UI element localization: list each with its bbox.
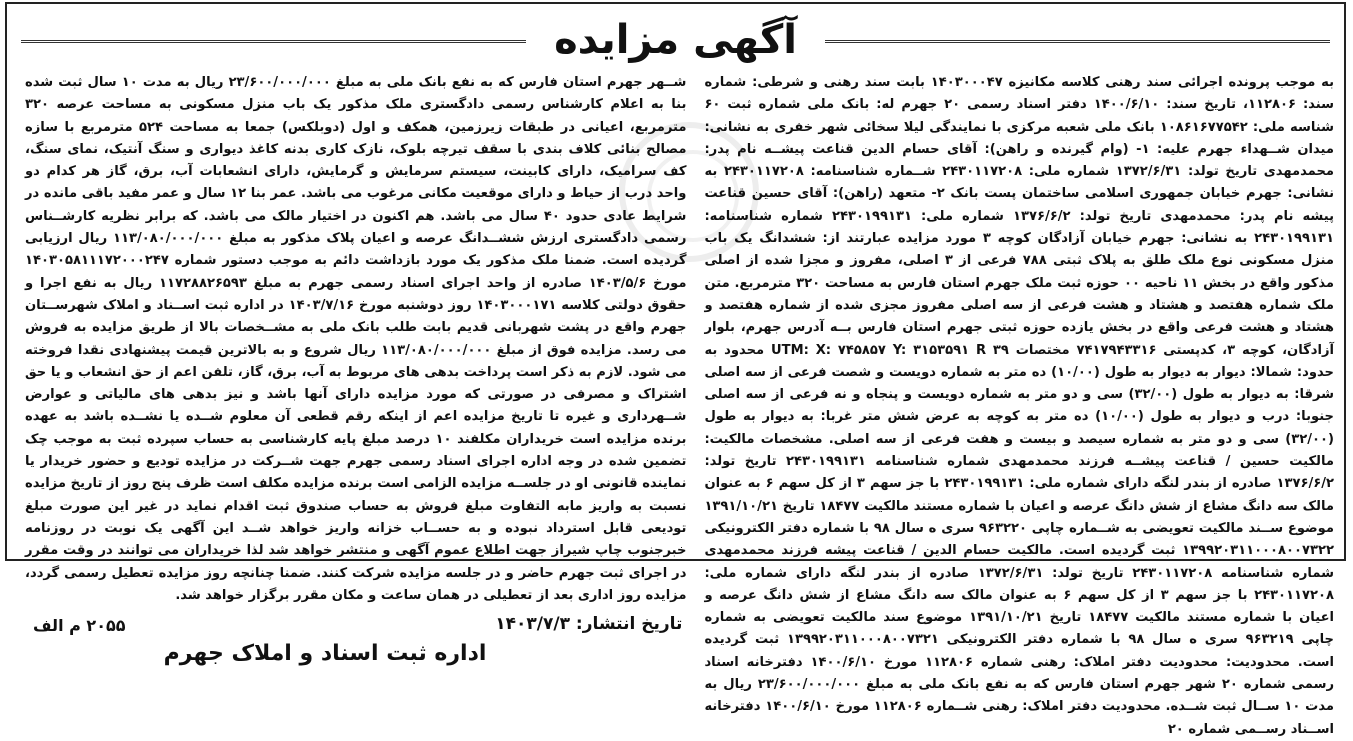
notice-title: آگهی مزایده — [526, 12, 825, 68]
notice-body-left-column: شــهر جهرم استان فارس که به نفع بانک ملی به مبلغ ۲۳/۶۰۰/۰۰۰/۰۰۰ ریال به مدت ۱۰ سال ثبت شده بنا به اعلام کارشناس رسمی دادگستری ملک مذکور یک باب منزل مسکونی به مساحت عرصه ۳۲۰ مترمربع، اعیانی در طبقات زیرزمین، همکف و اول (دوبلکس) جمعا به مساحت ۵۲۴ مترمربع با سازه مصالح بنائی کلاف بندی با سقف تیرچه بلوک، نازک کاری بدنه کاغذ دیواری و سنگ آنتیک، نمای سنگ، کف سرامیک، دارای کابینت، سیستم سرمایش و گرمایش، دارای انشعابات آب، برق، گاز هر کدام دو واحد درب از حیاط و دارای موقعیت مکانی مرغوب می باشد. عمر بنا ۱۲ سال و عمر مفید باقی مانده در شرایط عادی حدود ۴۰ سال می باشد. هم اکنون در اختیار مالک می باشد. که برابر نظریه کارشــناس رسمی دادگستری ارزش ششــدانگ عرصه و اعیان پلاک مذکور به مبلغ ۱۱۳/۰۸۰/۰۰۰/۰۰۰ ریال ارزیابی گردیده است. ضمنا ملک مذکور یک مورد بازداشت دائم به موجب دستور شماره ۱۴۰۳۰۵۸۱۱۱۷۲۰۰۰۲۴۷ مورخ ۱۴۰۳/۵/۶ صادره از واحد اجرای اسناد رسمی جهرم به مبلغ ۱۱۷۲۸۸۲۶۵۹۳ ریال به نفع اجرا و حقوق دولتی کلاسه ۱۴۰۳۰۰۰۱۷۱ روز دوشنبه مورخ ۱۴۰۳/۷/۱۶ در اداره ثبت اســناد و املاک شهرســتان جهرم واقع در پشت شهربانی قدیم بابت طلب بانک ملی به مشــخصات بالا از طریق مزایده به فروش می رسد. مزایده فوق از مبلغ ۱۱۳/۰۸۰/۰۰۰/۰۰۰ ریال شروع و به بالاترین قیمت پیشنهادی نقدا فروخته می شود. لازم به ذکر است پرداخت بدهی های مربوط به آب، برق، گاز، تلفن اعم از حق انشعاب و یا حق اشتراک و مصرفی در صورتی که مورد مزایده دارای آنها باشد و نیز بدهی های مالیاتی و عوارض شــهرداری و غیره تا تاریخ مزایده اعم از اینکه رقم قطعی آن معلوم شــده یا نشــده باشد به عهده برنده مزایده است خریداران مکلفند ۱۰ درصد مبلغ پایه کارشناسی به حساب سپرده ثبت به موجب چک تضمین شده در وجه اداره اجرای اسناد رسمی جهرم جهت شــرکت در مزایده تودیع و حضور خریدار یا نماینده قانونی او در جلســه مزایده الزامی است برنده مزایده مکلف است ظرف پنج روز از تاریخ مزایده نسبت به واریز مابه التفاوت مبلغ فروش به حساب صندوق ثبت اقدام نماید در غیر این صورت مبلغ تودیعی قابل استرداد نبوده و به حســاب خزانه واریز خواهد شــد این آگهی یک نوبت در روزنامه خبرجنوب چاپ شیراز جهت اطلاع عموم آگهی و منتشر خواهد شد لذا خریداران می توانند در وقت مقرر در اجرای ثبت جهرم حاضر و در جلسه مزایده شرکت کنند. ضمنا چنانچه روز مزایده تعطیل رسمی گردد، مزایده روز اداری بعد از تعطیلی در همان ساعت و مکان مقرر برگزار خواهد شد. — [25, 75, 687, 603]
notice-body-right-column: به موجب پرونده اجرائی سند رهنی کلاسه مکانیزه ۱۴۰۳۰۰۰۴۷ بابت سند رهنی و شرطی: شماره سند: ۱۱۲۸۰۶، تاریخ سند: ۱۴۰۰/۶/۱۰ دفتر اسناد رسمی ۲۰ جهرم له: بانک ملی شماره ثبت ۶۰ شناسه ملی: ۱۰۸۶۱۶۷۷۵۴۲ بانک ملی شعبه مرکزی با نمایندگی لیلا سخائی شهر خفری به نشانی: میدان شــهداء جهرم علیه: ۱- (وام گیرنده و راهن): آقای حسام الدین قناعت پیشــه نام پدر: محمدمهدی تاریخ تولد: ۱۳۷۲/۶/۳۱ شماره ملی: ۲۴۳۰۱۱۷۲۰۸ شــماره شناسنامه: ۲۴۳۰۱۱۷۲۰۸ به نشانی: جهرم خیابان جمهوری اسلامی ساختمان پست بانک ۲- متعهد (راهن): آقای حسین قناعت پیشه نام پدر: محمدمهدی تاریخ تولد: ۱۳۷۶/۶/۲ شماره ملی: ۲۴۳۰۱۹۹۱۳۱ شماره شناسنامه: ۲۴۳۰۱۹۹۱۳۱ به نشانی: جهرم خیابان آزادگان کوچه ۳ مورد مزایده عبارتند از: ششدانگ یک باب منزل مسکونی نوع ملک طلق به پلاک ثبتی ۷۸۸ فرعی از ۳ اصلی، مفروز و مجزا شده از اصلی مذکور واقع در بخش ۱۱ ناحیه ۰۰ حوزه ثبت ملک جهرم استان فارس به مساحت ۳۲۰ مترمربع. متن ملک شماره هفتصد و هشتاد و هشت فرعی از سه اصلی مفروز مجزی شده از شماره هفتصد و هشتاد و هشت فرعی واقع در بخش یازده حوزه ثبتی جهرم استان فارس بــه آدرس جهرم، بلوار آزادگان، کوچه ۳، کدپستی ۷۴۱۷۹۴۳۳۱۶ مختصات UTM: X: ۷۴۵۸۵۷ Y: ۳۱۵۳۵۹۱ R ۳۹ محدود به حدود: شمالا: دیوار به دیوار به طول (۱۰/۰۰) ده متر به شماره دویست و شصت فرعی از سه اصلی شرقا: به دیوار به طول (۳۲/۰۰) سی و دو متر به شماره دویست و پنجاه و نه فرعی از سه اصلی جنوبا: درب و دیوار به طول (۱۰/۰۰) ده متر به کوچه به عرض شش متر غربا: به دیوار به طول (۳۲/۰۰) سی و دو متر به شماره سیصد و بیست و هفت فرعی از سه اصلی. مشخصات مالکیت: مالکیت حسین / قناعت پیشــه فرزند محمدمهدی شماره شناسنامه ۲۴۳۰۱۹۹۱۳۱ تاریخ تولد: ۱۳۷۶/۶/۲ صادره از بندر لنگه دارای شماره ملی: ۲۴۳۰۱۹۹۱۳۱ با جز سهم ۳ از کل سهم ۶ به عنوان مالک سه دانگ مشاع از شش دانگ عرصه و اعیان با شماره مستند مالکیت ۱۸۴۷۷ تاریخ ۱۳۹۱/۱۰/۲۱ موضوع ســند مالکیت تعویضی به شــماره چاپی ۹۶۳۲۲۰ سری ه سال ۹۸ با شماره دفتر الکترونیکی ۱۳۹۹۲۰۳۱۱۰۰۰۸۰۰۷۳۲۲ ثبت گردیده است. مالکیت حسام الدین / قناعت پیشه فرزند محمدمهدی شماره شناسنامه ۲۴۳۰۱۱۷۲۰۸ تاریخ تولد: ۱۳۷۲/۶/۳۱ صادره از بندر لنگه دارای شماره ملی: ۲۴۳۰۱۱۷۲۰۸ با جز سهم ۳ از کل سهم ۶ به عنوان مالک سه دانگ مشاع از شش دانگ عرصه و اعیان با شماره مستند مالکیت ۱۸۴۷۷ تاریخ ۱۳۹۱/۱۰/۲۱ موضوع سند مالکیت تعویضی به شماره چاپی ۹۶۳۲۱۹ سری ه سال ۹۸ با شماره دفتر الکترونیکی ۱۳۹۹۲۰۳۱۱۰۰۰۸۰۰۷۳۲۱ ثبت گردیده است. محدودیت: محدودیت دفتر املاک: رهنی شماره ۱۱۲۸۰۶ مورخ ۱۴۰۰/۶/۱۰ دفترخانه اسناد رسمی شماره ۲۰ شهر جهرم استان فارس که به نفع بانک ملی به مبلغ ۲۳/۶۰۰/۰۰۰/۰۰۰ ریال به مدت ۱۰ ســال ثبت شــده. محدودیت دفتر املاک: رهنی شــماره ۱۱۲۸۰۶ مورخ ۱۴۰۰/۶/۱۰ دفترخانه اســناد رســمی شماره ۲۰ — [704, 75, 1335, 737]
title-bar — [7, 12, 1344, 68]
notice-columns — [25, 72, 1335, 737]
issuing-office: اداره ثبت اسناد و املاک جهرم — [163, 641, 487, 667]
notice-code: ۲۰۵۵ م الف — [33, 616, 126, 636]
notice-left-column — [25, 72, 687, 667]
publish-date: تاریخ انتشار: ۱۴۰۳/۷/۳ — [495, 614, 683, 635]
notice-frame — [5, 2, 1346, 737]
